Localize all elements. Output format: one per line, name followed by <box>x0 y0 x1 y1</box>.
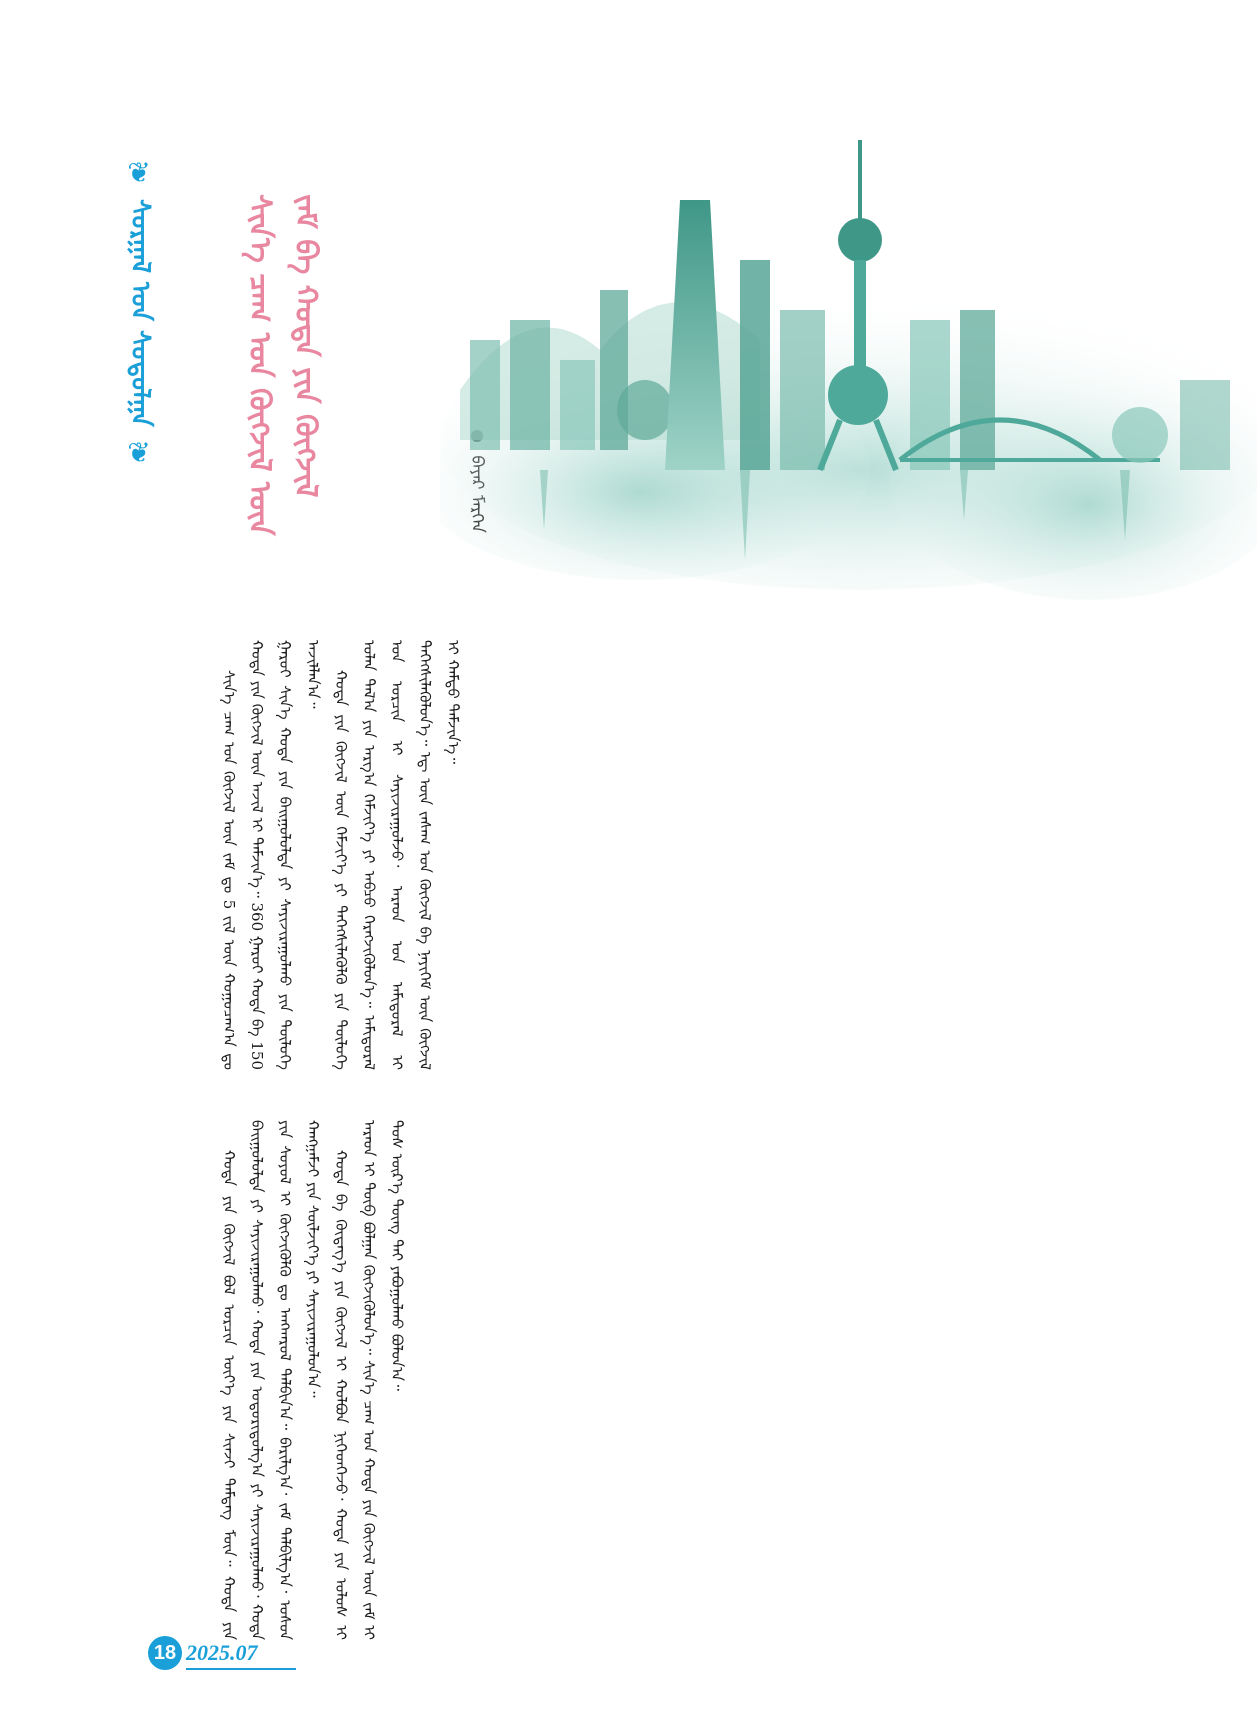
paragraph: ᠰᠢᠨ᠎ᠡ ᠴᠠᠭ ᠤᠨ ᠬᠥᠭᠵᠢᠯ ᠦᠨ ᠵᠠᠮ ᠳᠤ 5 ᠵᠢᠯ ᠦᠨ ᠬᠤᠭᠤᠴᠠᠭ᠎ᠠ ᠳᠤ ᠬᠣᠲᠠ ᠶᠢᠨ ᠬᠥᠭᠵᠢᠯ ᠦᠨ ᠠᠵᠢᠯ ᠢ ᠳᠡᠮᠵᠢᠨ᠎ᠡ᠃ 360 ᠭᠠᠷᠤᠢ ᠬᠣᠲᠠ ᠪᠠ 150 ᠭᠠᠷᠤᠢ ᠰᠢᠨ᠎ᠡ ᠬᠣᠲᠠ ᠶᠢᠨ ᠪᠠᠢᠭᠤᠯᠤᠯᠲᠠ ᠶᠢ ᠰᠠᠶᠢᠵᠢᠷᠠᠭᠤᠯᠬᠤ ᠶᠢᠨ ᠲᠥᠯᠦᠭᠡ ᠠᠵᠢᠯᠯᠠᠨ᠎ᠠ᠃ <box>220 640 322 1070</box>
section-header <box>120 158 160 468</box>
paragraph: ᠬᠣᠲᠠ ᠪᠠ ᠬᠥᠳᠡᠭ᠎ᠡ ᠶᠢᠨ ᠬᠥᠭᠵᠢᠯ ᠢ ᠬᠣᠯᠪᠣᠨ ᠨᠢᠭᠡᠳᠭᠡᠵᠦ᠂ ᠬᠣᠲᠠ ᠶᠢᠨ ᠤᠯᠤᠰ ᠢ ᠠᠷᠠᠳ ᠢ ᠲᠦᠪ ᠪᠣᠯᠭᠠᠨ ᠬᠥᠭᠵᠢᠭᠦᠯᠦᠨ᠎ᠡ᠃ ᠰᠢᠨ᠎ᠡ ᠴᠠᠭ ᠤᠨ ᠬᠣᠲᠠ ᠶᠢᠨ ᠬᠥᠭᠵᠢᠯ ᠦᠨ ᠵᠠᠮ ᠢ ᠲᠤᠰ ᠦᠷ᠎ᠡ ᠳᠦᠩ ᠲᠡᠢ ᠶᠠᠪᠤᠭᠤᠯᠬᠤ ᠪᠣᠯᠤᠨ᠎ᠠ᠃ <box>332 1120 406 1640</box>
paragraph: ᠬᠣᠲᠠ ᠶᠢᠨ ᠬᠥᠭᠵᠢᠯ ᠪᠣᠯ ᠣᠷᠴᠢᠨ ᠦᠶ᠎ᠡ ᠶᠢᠨ ᠰᠢᠨᠵᠢ ᠲᠡᠮᠳᠡᠭ ᠮᠥᠨ᠃ ᠬᠣᠲᠠ ᠶᠢᠨ ᠪᠠᠢᠭᠤᠯᠤᠯᠲᠠ ᠶᠢ ᠰᠠᠶᠢᠵᠢᠷᠠᠭᠤᠯᠬᠤ᠂ ᠬᠣᠲᠠ ᠶᠢᠨ ᠤᠳᠤᠷᠢᠳᠤᠯᠭ᠎ᠠ ᠶᠢ ᠰᠠᠶᠢᠵᠢᠷᠠᠭᠤᠯᠬᠤ᠂ ᠬᠣᠲᠠ ᠶᠢᠨ ᠰᠣᠶᠣᠯ ᠢ ᠬᠥᠭᠵᠢᠭᠦᠯᠬᠦ ᠳᠤ ᠠᠩᠬᠠᠷᠤᠯ ᠲᠠᠯᠪᠢᠨ᠎ᠠ᠃ ᠪᠠᠷᠢᠯᠭ᠎ᠠ᠂ ᠵᠠᠮ ᠲᠠᠯᠪᠢᠯᠭ᠎ᠠ᠂ ᠤᠰᠤᠨ ᠬᠠᠩᠭᠠᠮᠵᠢ ᠶᠢᠨ ᠰᠦᠯᠵᠢᠶ᠎ᠡ ᠶᠢ ᠰᠠᠶᠢᠵᠢᠷᠠᠭᠤᠯᠤᠨ᠎ᠠ᠃ <box>220 1120 322 1640</box>
dome-shape <box>1112 407 1168 463</box>
building-shape <box>470 340 500 450</box>
building-shape <box>780 310 825 470</box>
section-title: ᠰᠤᠷᠭᠠᠯ ᠤᠨ ᠰᠤᠳᠤᠯᠭᠠ <box>125 199 155 427</box>
tower-sphere-shape <box>838 218 882 262</box>
building-shape <box>510 320 550 450</box>
article-title: ᠰᠢᠨ᠎ᠡ ᠴᠠᠭ ᠤᠨ ᠬᠥᠭᠵᠢᠯ ᠦᠨ ᠵᠠᠮ ᠪᠠ ᠬᠣᠲᠠ ᠶᠢᠨ ᠬᠥᠭᠵᠢᠯ <box>242 194 323 536</box>
tower-sphere-shape <box>828 365 888 425</box>
skyscraper-shape <box>665 200 725 470</box>
building-shape <box>960 310 995 470</box>
dome-shape <box>617 380 673 440</box>
city-skyline-illustration <box>440 140 1257 610</box>
article-body-upper <box>215 640 1095 1070</box>
building-shape <box>1180 380 1230 470</box>
skyscraper-shape <box>740 260 770 470</box>
issue-date: 2025.07 <box>186 1638 296 1670</box>
ornament-icon: ❦ <box>127 436 151 469</box>
building-shape <box>560 360 595 450</box>
page-number: 18 <box>148 1636 182 1670</box>
article-body-lower <box>215 1120 1095 1640</box>
ornament-icon: ❦ <box>127 156 151 189</box>
paragraph: ᠬᠣᠲᠠ ᠶᠢᠨ ᠬᠥᠭᠵᠢᠯ ᠦᠨ ᠬᠡᠮᠵᠢᠶ᠎ᠡ ᠶᠢ ᠳᠡᠭᠡᠭᠰᠢᠯᠡᠭᠦᠯᠬᠦ ᠶᠢᠨ ᠲᠥᠯᠦᠭᠡ ᠣᠯᠠᠨ ᠲᠠᠯ᠎ᠠ ᠶᠢᠨ ᠠᠷᠭ᠎ᠠ ᠬᠡᠮᠵᠢᠶ᠎ᠡ ᠶᠢ ᠠᠪᠴᠤ ᠬᠡᠷᠡᠭᠵᠢᠭᠦᠯᠦᠨ᠎ᠡ᠃ ᠠᠮᠢᠳᠤᠷᠠᠯ ᠤᠨ ᠣᠷᠴᠢᠨ ᠢ ᠰᠠᠶᠢᠵᠢᠷᠠᠭᠤᠯᠵᠤ᠂ ᠠᠷᠠᠳ ᠤᠨ ᠠᠮᠢᠳᠤᠷᠠᠯ ᠢ ᠳᠡᠭᠡᠭᠰᠢᠯᠡᠭᠦᠯᠦᠨ᠎ᠡ᠃ ᠡᠳ᠋ ᠦᠨ ᠵᠠᠰᠠᠭ ᠤᠨ ᠬᠥᠭᠵᠢᠯ ᠪᠠ ᠨᠡᠶᠢᠭᠡᠮ ᠦᠨ ᠬᠥᠭᠵᠢᠯ ᠢ ᠬᠠᠮᠲᠤ ᠳᠡᠮᠵᠢᠨ᠎ᠡ᠃ <box>332 640 462 1070</box>
